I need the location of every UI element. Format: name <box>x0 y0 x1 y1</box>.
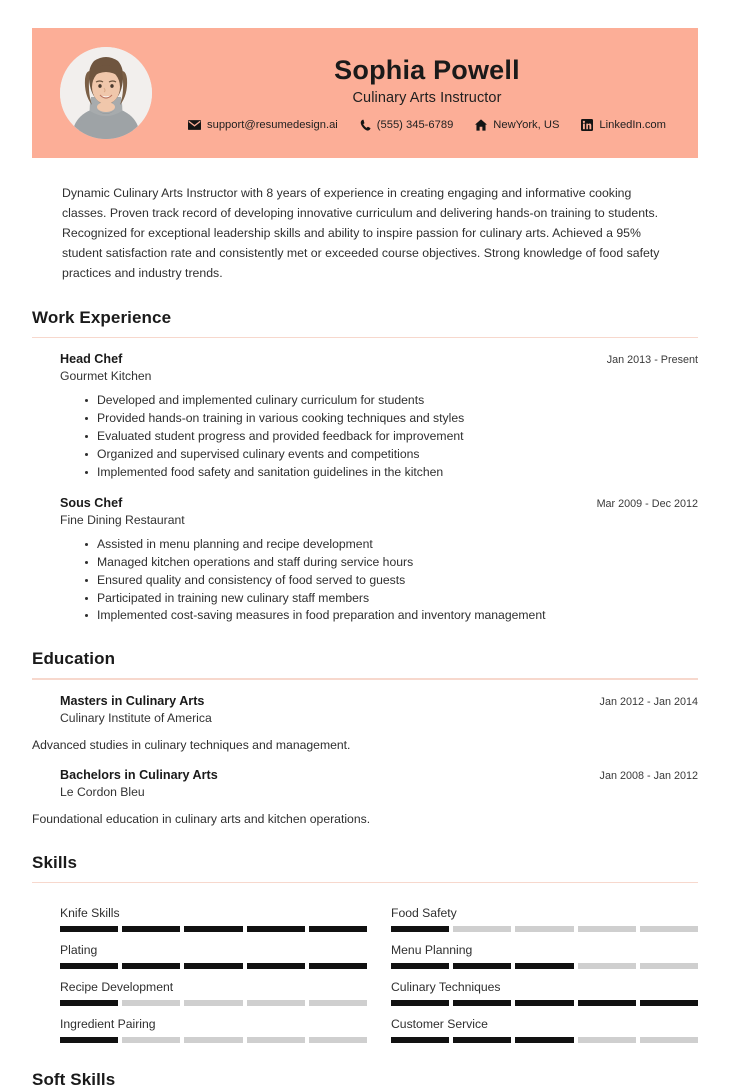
header-text-block <box>152 55 698 131</box>
contact-linkedin-label: LinkedIn.com <box>599 119 666 132</box>
work-entry-head <box>60 352 698 366</box>
section-divider <box>32 678 698 680</box>
list-item: Provided hands-on training in various cooking techniques and styles <box>85 410 698 428</box>
contact-list <box>188 119 666 131</box>
contact-linkedin[interactable] <box>581 119 666 131</box>
skill-rating-bar <box>391 1037 698 1043</box>
contact-location-label: NewYork, US <box>493 119 560 132</box>
skill-rating-bar <box>60 1037 367 1043</box>
contact-phone-label: (555) 345-6789 <box>376 119 454 132</box>
list-item: Evaluated student progress and provided feedback for improvement <box>85 428 698 446</box>
education-entry <box>32 694 698 754</box>
resume-body <box>0 184 730 1090</box>
section-education <box>32 649 698 828</box>
education-entry-description: Advanced studies in culinary techniques and management. <box>32 737 351 752</box>
education-entry-organization: Le Cordon Bleu <box>60 785 145 800</box>
list-item: Implemented cost-saving measures in food preparation and inventory management <box>85 607 698 625</box>
education-entry-organization: Culinary Institute of America <box>60 710 212 725</box>
skill-rating-segment <box>578 1037 636 1043</box>
summary-paragraph: Dynamic Culinary Arts Instructor with 8 years of experience in creating engaging and informative cooking classes. Proven track record of developing innovative curriculum and delivering hands-on training to students. Recognized for exceptional leadership skills and ability to inspire passion for culinary arts. Achieved a 95% student satisfaction rate and consistently met or exceeded course objectives. Strong knowledge of food safety practices and industry trends. <box>62 186 660 280</box>
education-entry-title: Masters in Culinary Arts <box>60 693 205 708</box>
skill-rating-segment <box>640 1037 698 1043</box>
contact-phone[interactable] <box>360 119 454 131</box>
skill-item <box>391 895 698 932</box>
work-entry-title: Sous Chef <box>60 495 123 510</box>
work-entry-organization: Gourmet Kitchen <box>60 369 152 384</box>
skill-item <box>391 1006 698 1043</box>
list-item: Assisted in menu planning and recipe development <box>85 536 698 554</box>
list-item: Managed kitchen operations and staff during service hours <box>85 554 698 572</box>
skills-grid <box>32 895 698 1043</box>
skill-item <box>60 895 367 932</box>
section-title-skills: Skills <box>32 852 78 872</box>
education-entry-head <box>60 768 698 782</box>
skill-item <box>391 969 698 1006</box>
skill-rating-segment <box>60 1037 118 1043</box>
work-entry-date: Jan 2013 - Present <box>606 354 698 367</box>
section-divider <box>32 337 698 339</box>
skill-item <box>391 932 698 969</box>
skill-rating-segment <box>515 1037 573 1043</box>
linkedin-icon <box>581 119 593 131</box>
skill-name: Recipe Development <box>60 980 174 994</box>
list-item: Organized and supervised culinary events and competitions <box>85 446 698 464</box>
skill-name: Menu Planning <box>391 943 473 957</box>
skill-name: Ingredient Pairing <box>60 1017 156 1031</box>
work-entry <box>32 496 698 626</box>
list-item: Implemented food safety and sanitation guidelines in the kitchen <box>85 464 698 482</box>
section-soft-skills <box>32 1070 698 1090</box>
section-title-work-experience: Work Experience <box>32 307 172 327</box>
home-icon <box>475 119 487 131</box>
skill-rating-segment <box>453 1037 511 1043</box>
skill-name: Plating <box>60 943 98 957</box>
skill-item <box>60 969 367 1006</box>
page-title: Sophia Powell <box>334 54 520 85</box>
section-title-soft-skills: Soft Skills <box>32 1070 116 1089</box>
skill-rating-segment <box>309 1037 367 1043</box>
skill-name: Knife Skills <box>60 906 120 920</box>
section-skills <box>32 853 698 1044</box>
contact-location[interactable] <box>475 119 559 131</box>
work-entry-organization: Fine Dining Restaurant <box>60 512 185 527</box>
skill-rating-segment <box>247 1037 305 1043</box>
list-item: Developed and implemented culinary curriculum for students <box>85 392 698 410</box>
skill-name: Customer Service <box>391 1017 488 1031</box>
skill-rating-segment <box>184 1037 242 1043</box>
work-entry-bullets <box>60 392 698 482</box>
resume-page <box>0 28 730 1089</box>
work-entry-title: Head Chef <box>60 352 123 367</box>
skill-item <box>60 932 367 969</box>
envelope-icon <box>188 120 201 130</box>
avatar <box>60 47 152 139</box>
skill-rating-segment <box>391 1037 449 1043</box>
work-entry-bullets <box>60 536 698 626</box>
phone-icon <box>360 119 371 131</box>
education-entry-description: Foundational education in culinary arts and kitchen operations. <box>32 812 371 827</box>
skill-name: Food Safety <box>391 906 457 920</box>
education-entry-date: Jan 2008 - Jan 2012 <box>599 770 698 783</box>
work-entry <box>32 352 698 482</box>
list-item: Participated in training new culinary staff members <box>85 590 698 608</box>
job-title: Culinary Arts Instructor <box>352 90 502 107</box>
education-entry-title: Bachelors in Culinary Arts <box>60 768 218 783</box>
contact-email[interactable] <box>188 119 338 131</box>
work-entry-date: Mar 2009 - Dec 2012 <box>596 497 698 510</box>
section-work-experience <box>32 308 698 626</box>
work-entry-head <box>60 496 698 510</box>
resume-header <box>32 28 698 158</box>
skill-name: Culinary Techniques <box>391 980 501 994</box>
education-entry <box>32 768 698 828</box>
skill-item <box>60 1006 367 1043</box>
skill-rating-segment <box>122 1037 180 1043</box>
section-title-education: Education <box>32 649 116 669</box>
contact-email-label: support@resumedesign.ai <box>207 119 338 132</box>
list-item: Ensured quality and consistency of food served to guests <box>85 572 698 590</box>
section-divider <box>32 882 698 884</box>
education-entry-date: Jan 2012 - Jan 2014 <box>599 695 698 708</box>
education-entry-head <box>60 694 698 708</box>
